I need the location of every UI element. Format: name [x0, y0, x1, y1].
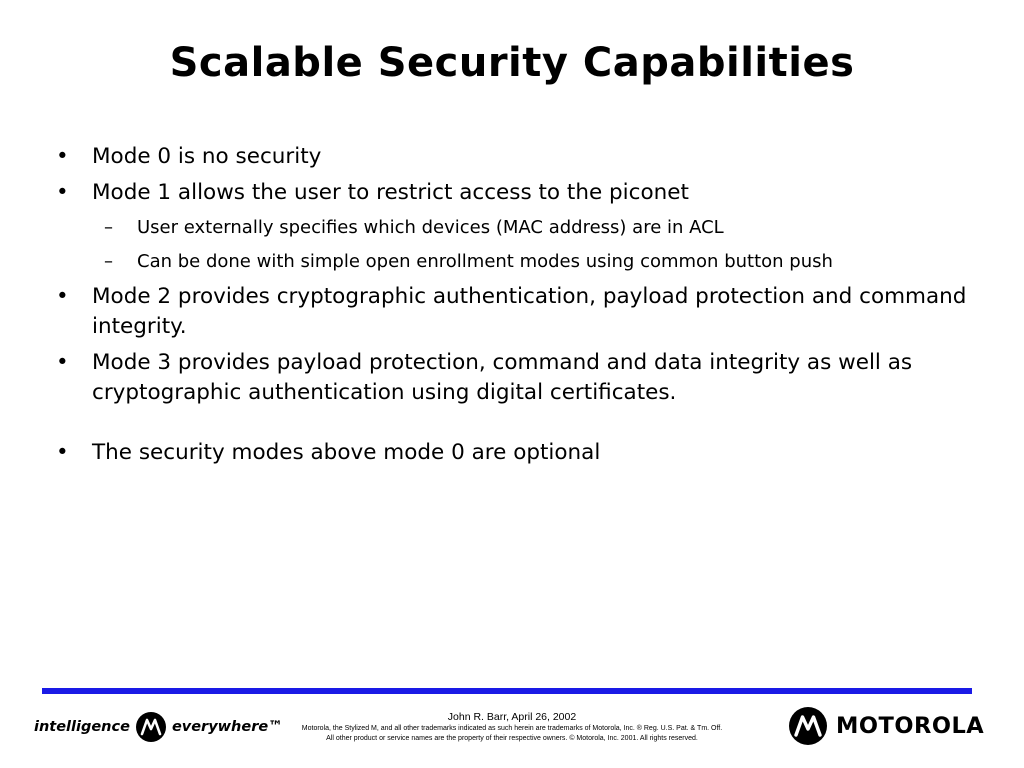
bullet-item	[56, 348, 976, 408]
motorola-brand-logo	[788, 706, 984, 746]
trademark-line-1: Motorola, the Stylized M, and all other trademarks indicated as such herein are trademarks of Motorola, Inc. ® Reg. U.S. Pat. & Tm. Off.	[301, 725, 723, 732]
sub-bullet-item	[104, 248, 976, 275]
bullet-text: Mode 3 provides payload protection, command and data integrity as well as cryptographic authentication using digital certificates.	[92, 350, 913, 405]
slide-title: Scalable Security Capabilities	[169, 40, 855, 86]
bullet-mark: •	[56, 284, 69, 309]
logo-text-everywhere: everywhere™	[171, 719, 283, 735]
bullet-text: Mode 2 provides cryptographic authentication, payload protection and command integrity.	[92, 284, 967, 339]
sub-bullet-text: User externally specifies which devices (MAC address) are in ACL	[137, 217, 724, 238]
footer-divider	[42, 688, 972, 694]
dash-mark: –	[104, 251, 113, 272]
bullet-text: Mode 1 allows the user to restrict access to the piconet	[92, 180, 689, 205]
sub-bullet-text: Can be done with simple open enrollment modes using common button push	[137, 251, 833, 272]
logo-text-intelligence: intelligence	[34, 719, 130, 735]
brand-name: MOTOROLA	[836, 713, 985, 739]
footer-credits	[290, 711, 734, 744]
bullet-item	[56, 282, 976, 342]
motorola-m-icon	[788, 706, 828, 746]
intelligence-everywhere-logo	[34, 711, 283, 743]
bullet-mark: •	[56, 180, 69, 205]
bullet-item	[56, 438, 976, 468]
trademark-line-2: All other product or service names are the property of their respective owners. © Motorola, Inc. 2001. All rights reserved.	[326, 735, 698, 742]
author-date: John R. Barr, April 26, 2002	[447, 711, 577, 723]
bullet-text: Mode 0 is no security	[92, 144, 322, 169]
bullet-mark: •	[56, 440, 69, 465]
bullet-text: The security modes above mode 0 are optional	[92, 440, 601, 465]
bullet-item	[56, 142, 976, 172]
dash-mark: –	[104, 217, 113, 238]
bullet-mark: •	[56, 350, 69, 375]
bullet-list	[56, 142, 976, 474]
sub-bullet-item	[104, 214, 976, 241]
bullet-mark: •	[56, 144, 69, 169]
bullet-item	[56, 178, 976, 208]
motorola-m-icon	[136, 712, 166, 742]
